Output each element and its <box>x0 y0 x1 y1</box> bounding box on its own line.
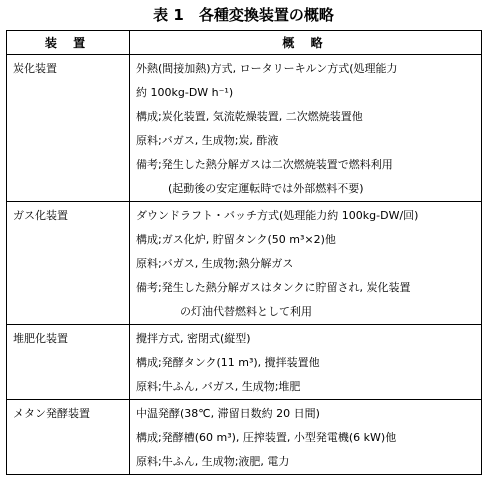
table-row <box>7 400 482 475</box>
overview-line: 構成;炭化装置, 気流乾燥装置, 二次燃焼装置他 <box>136 110 363 123</box>
table-row <box>7 55 482 202</box>
device-name: メタン発酵装置 <box>13 407 90 420</box>
overview-line: 備考;発生した熱分解ガスは二次燃焼装置で燃料利用 <box>136 158 393 171</box>
overview-cell <box>130 400 482 475</box>
overview-line: 外熱(間接加熱)方式, ロータリーキルン方式(処理能力 <box>136 62 398 75</box>
overview-cell <box>130 325 482 400</box>
overview-line: 原料;牛ふん, バガス, 生成物;堆肥 <box>136 380 301 393</box>
device-cell <box>7 55 130 202</box>
header-overview: 概 略 <box>130 31 482 55</box>
overview-line: 構成;発酵槽(60 m³), 圧搾装置, 小型発電機(6 kW)他 <box>136 431 397 444</box>
table-header-row <box>7 31 482 55</box>
header-device: 装 置 <box>7 31 130 55</box>
overview-cell <box>130 202 482 325</box>
device-name: 炭化装置 <box>13 62 57 75</box>
device-overview-table <box>6 30 482 475</box>
table-title: 表 1 各種変換装置の概略 <box>153 6 334 24</box>
device-name: ガス化装置 <box>13 209 68 222</box>
table-row <box>7 325 482 400</box>
table-row <box>7 202 482 325</box>
overview-line: 備考;発生した熱分解ガスはタンクに貯留され, 炭化装置 <box>136 281 411 294</box>
overview-line: 原料;バガス, 生成物;炭, 酢液 <box>136 134 279 147</box>
overview-line: の灯油代替燃料として利用 <box>180 305 312 318</box>
overview-line: 構成;ガス化炉, 貯留タンク(50 m³×2)他 <box>136 233 336 246</box>
overview-line: 約 100kg-DW h⁻¹) <box>136 86 234 99</box>
overview-line: 構成;発酵タンク(11 m³), 攪拌装置他 <box>136 356 320 369</box>
overview-line: 原料;牛ふん, 生成物;液肥, 電力 <box>136 455 290 468</box>
overview-line: 原料;バガス, 生成物;熱分解ガス <box>136 257 294 270</box>
device-cell <box>7 325 130 400</box>
overview-line: 中温発酵(38℃, 滞留日数約 20 日間) <box>136 407 320 420</box>
device-cell <box>7 400 130 475</box>
overview-line: ダウンドラフト・バッチ方式(処理能力約 100kg-DW/回) <box>136 209 419 222</box>
overview-cell <box>130 55 482 202</box>
device-name: 堆肥化装置 <box>13 332 68 345</box>
overview-line: 攪拌方式, 密閉式(縦型) <box>136 332 251 345</box>
device-cell <box>7 202 130 325</box>
overview-line: (起動後の安定運転時では外部燃料不要) <box>168 182 364 195</box>
